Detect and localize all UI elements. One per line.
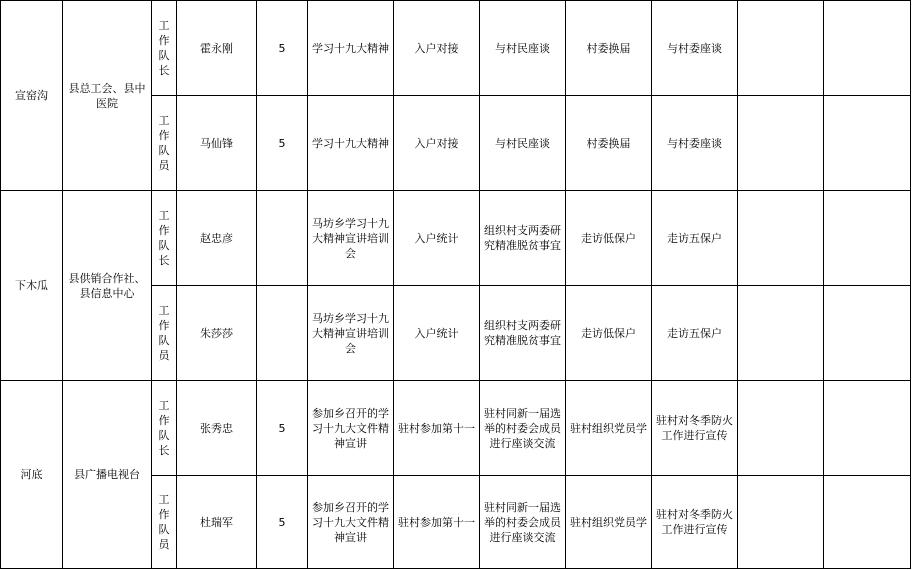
activity-cell-6 (738, 286, 824, 381)
activity-cell-7 (824, 1, 911, 96)
activity-cell-4: 走访低保户 (566, 286, 652, 381)
activity-cell-4: 驻村组织党员学 (566, 381, 652, 476)
table-row (1, 381, 911, 476)
name-cell: 霍永刚 (177, 1, 257, 96)
unit-cell: 县总工会、县中医院 (63, 1, 152, 191)
table-row (1, 191, 911, 286)
name-cell: 赵忠彦 (177, 191, 257, 286)
activity-cell-4: 村委换届 (566, 96, 652, 191)
village-cell: 河底 (1, 381, 63, 569)
activity-cell-7 (824, 381, 911, 476)
activity-cell-4: 驻村组织党员学 (566, 476, 652, 569)
role-cell: 工作队长 (152, 1, 177, 96)
unit-cell: 县供销合作社、县信息中心 (63, 191, 152, 381)
activity-cell-1: 参加乡召开的学习十九大文件精神宣讲 (308, 476, 394, 569)
activity-cell-1: 马坊乡学习十九大精神宣讲培训会 (308, 191, 394, 286)
activity-cell-2: 入户统计 (394, 286, 480, 381)
activity-cell-4: 走访低保户 (566, 191, 652, 286)
activity-cell-5: 走访五保户 (652, 286, 738, 381)
role-cell: 工作队员 (152, 476, 177, 569)
count-cell: 5 (257, 96, 308, 191)
activity-cell-4: 村委换届 (566, 1, 652, 96)
activity-cell-2: 入户对接 (394, 96, 480, 191)
activity-cell-7 (824, 286, 911, 381)
count-cell: 5 (257, 381, 308, 476)
unit-cell: 县广播电视台 (63, 381, 152, 569)
activity-cell-7 (824, 96, 911, 191)
activity-cell-6 (738, 96, 824, 191)
count-cell: 5 (257, 476, 308, 569)
activity-cell-3: 驻村同新一届选举的村委会成员进行座谈交流 (480, 476, 566, 569)
activity-cell-6 (738, 1, 824, 96)
activity-cell-5: 与村委座谈 (652, 96, 738, 191)
activity-cell-5: 走访五保户 (652, 191, 738, 286)
activity-cell-1: 参加乡召开的学习十九大文件精神宣讲 (308, 381, 394, 476)
activity-cell-5: 与村委座谈 (652, 1, 738, 96)
village-cell: 下木瓜 (1, 191, 63, 381)
activity-cell-1: 学习十九大精神 (308, 1, 394, 96)
name-cell: 马仙锋 (177, 96, 257, 191)
table-row (1, 1, 911, 96)
count-cell (257, 286, 308, 381)
activity-cell-3: 与村民座谈 (480, 96, 566, 191)
activity-cell-7 (824, 191, 911, 286)
activity-cell-2: 驻村参加第十一 (394, 476, 480, 569)
role-cell: 工作队员 (152, 286, 177, 381)
activity-cell-2: 入户对接 (394, 1, 480, 96)
activity-cell-3: 与村民座谈 (480, 1, 566, 96)
name-cell: 张秀忠 (177, 381, 257, 476)
role-cell: 工作队长 (152, 381, 177, 476)
activity-cell-6 (738, 381, 824, 476)
activity-cell-2: 入户统计 (394, 191, 480, 286)
count-cell (257, 191, 308, 286)
activity-cell-6 (738, 476, 824, 569)
activity-cell-3: 驻村同新一届选举的村委会成员进行座谈交流 (480, 381, 566, 476)
activity-cell-3: 组织村支两委研究精准脱贫事宜 (480, 191, 566, 286)
role-cell: 工作队长 (152, 191, 177, 286)
activity-cell-1: 学习十九大精神 (308, 96, 394, 191)
activity-cell-6 (738, 191, 824, 286)
activity-cell-5: 驻村对冬季防火工作进行宣传 (652, 476, 738, 569)
name-cell: 杜瑞军 (177, 476, 257, 569)
village-cell: 宣窑沟 (1, 1, 63, 191)
activity-cell-7 (824, 476, 911, 569)
activity-cell-3: 组织村支两委研究精准脱贫事宜 (480, 286, 566, 381)
name-cell: 朱莎莎 (177, 286, 257, 381)
activity-cell-2: 驻村参加第十一 (394, 381, 480, 476)
activity-cell-5: 驻村对冬季防火工作进行宣传 (652, 381, 738, 476)
activity-cell-1: 马坊乡学习十九大精神宣讲培训会 (308, 286, 394, 381)
role-cell: 工作队员 (152, 96, 177, 191)
count-cell: 5 (257, 1, 308, 96)
